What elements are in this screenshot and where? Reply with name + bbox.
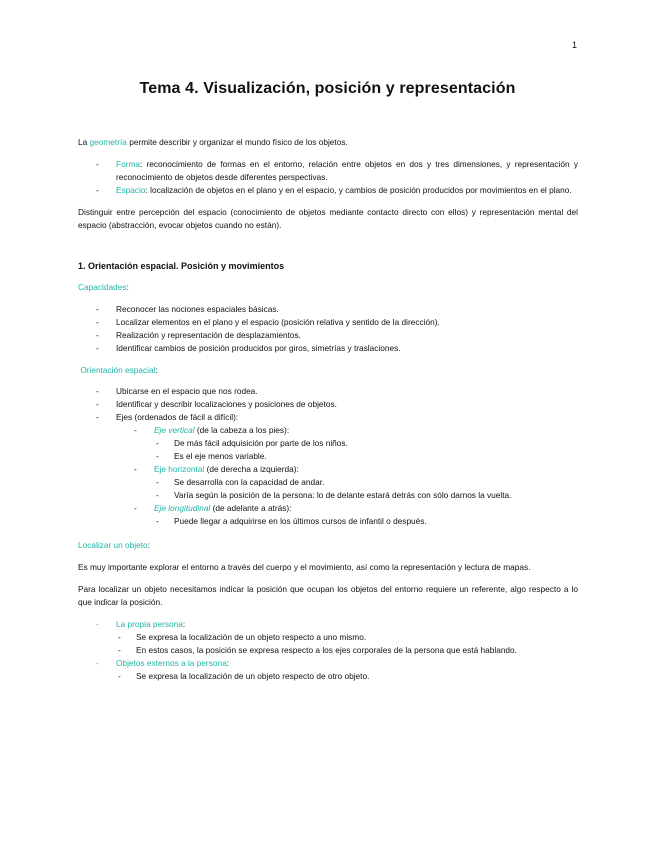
page-number: 1 xyxy=(571,40,577,50)
axis-desc: (de la cabeza a los pies): xyxy=(194,425,290,435)
localizar-paragraph-1: Es muy importante explorar el entorno a través del cuerpo y el movimiento, así como la representación y lectura de mapas. xyxy=(78,562,531,572)
term-espacio: Espacio xyxy=(116,185,146,195)
item-text: : localización de objetos en el plano y en el espacio, y cambios de posición producidos por movimientos en el plano. xyxy=(145,185,572,195)
referente-item: - Objetos externos a la persona: - Se expresa la localización de un objeto respecto de otro objeto. xyxy=(78,657,578,683)
list-item: - Identificar cambios de posición producidos por giros, simetrías y traslaciones. xyxy=(78,342,578,355)
page-title: Tema 4. Visualización, posición y representación xyxy=(139,80,516,97)
list-item: - Varía según la posición de la persona: lo de delante estará detrás con sólo darnos la vuelta. xyxy=(154,489,578,502)
list-item: - Ejes (ordenados de fácil a difícil): xyxy=(78,411,578,424)
axis-sublist xyxy=(154,476,578,502)
orientacion-heading: Orientación espacial: xyxy=(80,365,158,375)
axis-sublist xyxy=(154,437,578,463)
term-geometria: geometría xyxy=(89,137,127,147)
list-item: - De más fácil adquisición por parte de los niños. xyxy=(154,437,578,450)
list-item: - Ubicarse en el espacio que nos rodea. xyxy=(78,385,578,398)
axis-desc: (de derecha a izquierda): xyxy=(204,464,299,474)
referente-sublist xyxy=(116,631,578,657)
axis-desc: (de adelante a atrás): xyxy=(210,503,292,513)
referente-label: La propia persona xyxy=(116,619,183,629)
referente-list xyxy=(78,618,578,683)
referente-item: - La propia persona: - Se expresa la localización de un objeto respecto a uno mismo. - En estos casos, la posición se expresa respecto a los ejes corporales de la persona que está hablando. xyxy=(78,618,578,657)
intro-pre: La xyxy=(78,137,90,147)
axis-item xyxy=(116,424,578,463)
axis-item xyxy=(116,502,578,528)
list-item: - Se expresa la localización de un objeto respecto a uno mismo. xyxy=(116,631,578,644)
referente-label: Objetos externos a la persona xyxy=(116,658,227,668)
intro-post: permite describir y organizar el mundo físico de los objetos. xyxy=(126,137,348,147)
referente-sublist xyxy=(116,670,578,683)
document-body xyxy=(78,136,578,683)
distinguish-paragraph: Distinguir entre percepción del espacio (conocimiento de objetos mediante contacto directo con ellos) y representación mental del espacio (abstracción, evocar objetos cuando no están). xyxy=(78,207,578,230)
axis-term: Eje horizontal xyxy=(154,464,205,474)
axes-list xyxy=(116,424,578,528)
localizar-paragraph-2: Para localizar un objeto necesitamos indicar la posición que ocupan los objetos del entorno requiere un referente, algo respecto a lo que indicar la posición. xyxy=(78,584,578,607)
list-item: - Realización y representación de desplazamientos. xyxy=(78,329,578,342)
axis-term: Eje longitudinal xyxy=(154,503,211,513)
axis-term: Eje vertical xyxy=(154,425,195,435)
capacidades-label: Capacidades xyxy=(78,282,127,292)
intro-paragraph xyxy=(78,136,578,149)
localizar-heading: Localizar un objeto: xyxy=(78,540,150,550)
list-item xyxy=(78,158,578,184)
capacidades-list xyxy=(78,303,578,355)
section-heading: 1. Orientación espacial. Posición y movimientos xyxy=(78,261,285,271)
item-text: : reconocimiento de formas en el entorno, relación entre objetos en dos y tres dimensiones, y representación y reconocimiento de objetos desde diferentes perspectivas. xyxy=(116,159,578,182)
orientacion-list xyxy=(78,385,578,424)
list-item: - Localizar elementos en el plano y el espacio (posición relativa y sentido de la dirección). xyxy=(78,316,578,329)
list-item: - Se expresa la localización de un objeto respecto de otro objeto. xyxy=(116,670,578,683)
list-item: - Se desarrolla con la capacidad de andar. xyxy=(154,476,578,489)
list-item: - Identificar y describir localizaciones y posiciones de objetos. xyxy=(78,398,578,411)
axis-item xyxy=(116,463,578,502)
orientacion-label: Orientación espacial xyxy=(80,365,156,375)
localizar-label: Localizar un objeto xyxy=(78,540,148,550)
list-item: - En estos casos, la posición se expresa respecto a los ejes corporales de la persona que está hablando. xyxy=(116,644,578,657)
list-item xyxy=(78,184,578,197)
axis-sublist xyxy=(154,515,578,528)
list-item: - Puede llegar a adquirirse en los últimos cursos de infantil o después. xyxy=(154,515,578,528)
term-forma: Forma xyxy=(116,159,140,169)
list-item: - Es el eje menos variable. xyxy=(154,450,578,463)
list-item: - Reconocer las nociones espaciales básicas. xyxy=(78,303,578,316)
intro-list xyxy=(78,158,578,197)
capacidades-heading: Capacidades: xyxy=(78,282,129,292)
